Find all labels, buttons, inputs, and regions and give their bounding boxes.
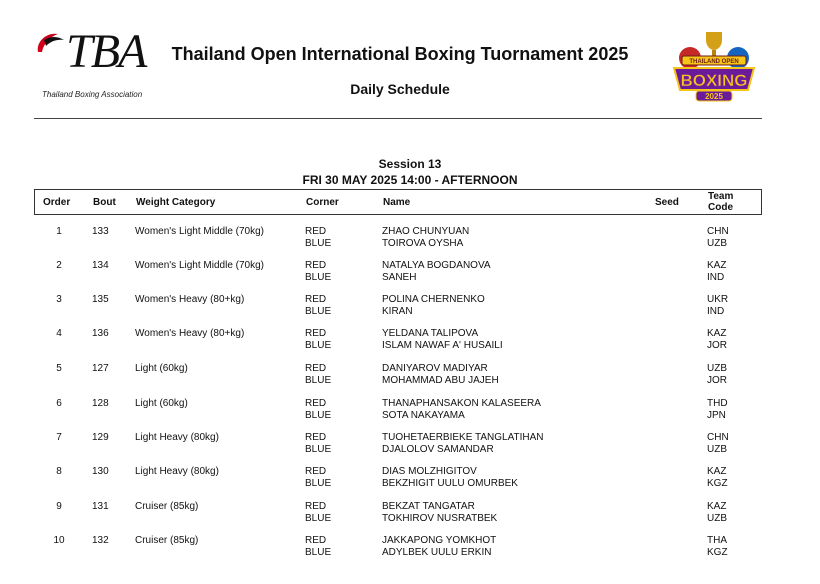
logo-year-text: 2025: [705, 92, 723, 101]
header-divider: [34, 118, 762, 119]
row-weight: Light (60kg): [135, 398, 188, 409]
row-names: [382, 501, 662, 525]
page-subtitle: Daily Schedule: [350, 81, 450, 97]
row-bout: 135: [92, 294, 109, 305]
row-names: [382, 226, 662, 250]
logo-banner-text: THAILAND OPEN: [689, 59, 739, 65]
corner-blue: BLUE: [305, 375, 332, 386]
row-corner: [305, 501, 365, 525]
name-blue: DJALOLOV SAMANDAR: [382, 444, 494, 455]
corner-red: RED: [305, 398, 327, 409]
corner-blue: BLUE: [305, 340, 332, 351]
team-red: KAZ: [707, 260, 727, 271]
table-row: [34, 535, 762, 567]
name-blue: ADYLBEK UULU ERKIN: [382, 547, 492, 558]
corner-blue: BLUE: [305, 238, 332, 249]
row-order: 1: [56, 226, 62, 237]
table-row: [34, 260, 762, 292]
corner-red: RED: [305, 501, 327, 512]
session-date-time: FRI 30 MAY 2025 14:00 - AFTERNOON: [302, 173, 518, 187]
row-bout: 130: [92, 466, 109, 477]
row-names: [382, 535, 662, 559]
row-bout: 136: [92, 328, 109, 339]
table-row: [34, 226, 762, 258]
row-teams: [707, 294, 747, 318]
col-code-label: Code: [708, 202, 733, 213]
corner-blue: BLUE: [305, 478, 332, 489]
name-blue: SOTA NAKAYAMA: [382, 410, 465, 421]
row-names: [382, 466, 662, 490]
table-row: [34, 328, 762, 360]
team-red: KAZ: [707, 501, 727, 512]
boxing-tournament-logo: [668, 28, 760, 108]
name-blue: KIRAN: [382, 306, 413, 317]
corner-blue: BLUE: [305, 410, 332, 421]
col-bout: Bout: [93, 196, 116, 208]
row-order: 10: [53, 535, 65, 546]
table-row: [34, 363, 762, 395]
row-names: [382, 398, 662, 422]
team-blue: UZB: [707, 238, 727, 249]
row-bout: 131: [92, 501, 109, 512]
col-seed: Seed: [655, 196, 679, 208]
team-red: UZB: [707, 363, 727, 374]
name-red: JAKKAPONG YOMKHOT: [382, 535, 497, 546]
team-blue: JPN: [707, 410, 726, 421]
name-red: DIAS MOLZHIGITOV: [382, 466, 477, 477]
team-blue: IND: [707, 272, 725, 283]
row-weight: Cruiser (85kg): [135, 535, 199, 546]
table-row: [34, 294, 762, 326]
session-name: Session 13: [378, 157, 442, 171]
team-blue: IND: [707, 306, 725, 317]
row-bout: 127: [92, 363, 109, 374]
row-corner: [305, 294, 365, 318]
team-red: CHN: [707, 432, 729, 443]
row-corner: [305, 466, 365, 490]
table-row: [34, 432, 762, 464]
row-names: [382, 432, 662, 456]
row-teams: [707, 535, 747, 559]
corner-red: RED: [305, 260, 327, 271]
team-red: CHN: [707, 226, 729, 237]
row-bout: 132: [92, 535, 109, 546]
name-blue: TOKHIROV NUSRATBEK: [382, 513, 498, 524]
page-title: Thailand Open International Boxing Tuornament 2025: [171, 44, 629, 64]
row-teams: [707, 398, 747, 422]
row-order: 6: [56, 398, 62, 409]
team-red: KAZ: [707, 466, 727, 477]
row-names: [382, 363, 662, 387]
corner-red: RED: [305, 432, 327, 443]
name-red: THANAPHANSAKON KALASEERA: [382, 398, 541, 409]
row-names: [382, 260, 662, 284]
team-red: UKR: [707, 294, 729, 305]
name-red: ZHAO CHUNYUAN: [382, 226, 470, 237]
row-order: 3: [56, 294, 62, 305]
col-name: Name: [383, 196, 411, 208]
row-weight: Cruiser (85kg): [135, 501, 199, 512]
name-blue: BEKZHIGIT UULU OMURBEK: [382, 478, 518, 489]
row-weight: Women's Light Middle (70kg): [135, 226, 265, 237]
name-blue: MOHAMMAD ABU JAJEH: [382, 375, 499, 386]
row-weight: Light Heavy (80kg): [135, 466, 219, 477]
table-row: [34, 466, 762, 498]
corner-red: RED: [305, 294, 327, 305]
row-teams: [707, 466, 747, 490]
team-red: THD: [707, 398, 728, 409]
team-blue: KGZ: [707, 478, 728, 489]
table-row: [34, 501, 762, 533]
row-order: 2: [56, 260, 62, 271]
logo-main-text: BOXING: [680, 71, 748, 90]
corner-red: RED: [305, 328, 327, 339]
row-bout: 133: [92, 226, 109, 237]
team-blue: KGZ: [707, 547, 728, 558]
row-corner: [305, 398, 365, 422]
col-weight-category: Weight Category: [136, 196, 216, 208]
row-weight: Light (60kg): [135, 363, 188, 374]
col-team-label: Team: [708, 191, 734, 202]
row-order: 9: [56, 501, 62, 512]
team-blue: UZB: [707, 513, 727, 524]
col-corner: Corner: [306, 196, 339, 208]
corner-blue: BLUE: [305, 547, 332, 558]
row-corner: [305, 535, 365, 559]
col-order: Order: [43, 196, 71, 208]
row-corner: [305, 260, 365, 284]
name-red: YELDANA TALIPOVA: [382, 328, 479, 339]
tba-logo-icon: [34, 30, 66, 62]
row-order: 4: [56, 328, 62, 339]
team-blue: JOR: [707, 340, 727, 351]
corner-blue: BLUE: [305, 444, 332, 455]
row-teams: [707, 432, 747, 456]
row-weight: Women's Heavy (80+kg): [135, 294, 245, 305]
row-teams: [707, 501, 747, 525]
row-names: [382, 294, 662, 318]
row-corner: [305, 432, 365, 456]
name-blue: SANEH: [382, 272, 417, 283]
row-teams: [707, 260, 747, 284]
row-corner: [305, 363, 365, 387]
team-blue: UZB: [707, 444, 727, 455]
name-red: DANIYAROV MADIYAR: [382, 363, 488, 374]
row-bout: 134: [92, 260, 109, 271]
row-names: [382, 328, 662, 352]
row-weight: Women's Heavy (80+kg): [135, 328, 245, 339]
row-order: 5: [56, 363, 62, 374]
table-row: [34, 398, 762, 430]
row-teams: [707, 226, 747, 250]
corner-blue: BLUE: [305, 272, 332, 283]
name-red: BEKZAT TANGATAR: [382, 501, 475, 512]
logo-text: TBA: [66, 25, 146, 78]
row-teams: [707, 328, 747, 352]
team-red: THA: [707, 535, 727, 546]
row-weight: Women's Light Middle (70kg): [135, 260, 265, 271]
row-teams: [707, 363, 747, 387]
name-blue: ISLAM NAWAF A' HUSAILI: [382, 340, 503, 351]
team-red: KAZ: [707, 328, 727, 339]
row-bout: 128: [92, 398, 109, 409]
logo-subtitle: Thailand Boxing Association: [42, 90, 143, 99]
name-red: NATALYA BOGDANOVA: [382, 260, 491, 271]
team-blue: JOR: [707, 375, 727, 386]
row-corner: [305, 226, 365, 250]
table-header: [34, 189, 762, 215]
row-corner: [305, 328, 365, 352]
corner-blue: BLUE: [305, 513, 332, 524]
name-red: TUOHETAERBIEKE TANGLATIHAN: [382, 432, 544, 443]
row-order: 8: [56, 466, 62, 477]
corner-red: RED: [305, 466, 327, 477]
row-weight: Light Heavy (80kg): [135, 432, 219, 443]
row-order: 7: [56, 432, 62, 443]
tba-logo: [30, 25, 150, 110]
corner-blue: BLUE: [305, 306, 332, 317]
col-team-code: [708, 190, 733, 214]
corner-red: RED: [305, 363, 327, 374]
corner-red: RED: [305, 226, 327, 237]
name-blue: TOIROVA OYSHA: [382, 238, 464, 249]
name-red: POLINA CHERNENKO: [382, 294, 485, 305]
corner-red: RED: [305, 535, 327, 546]
row-bout: 129: [92, 432, 109, 443]
